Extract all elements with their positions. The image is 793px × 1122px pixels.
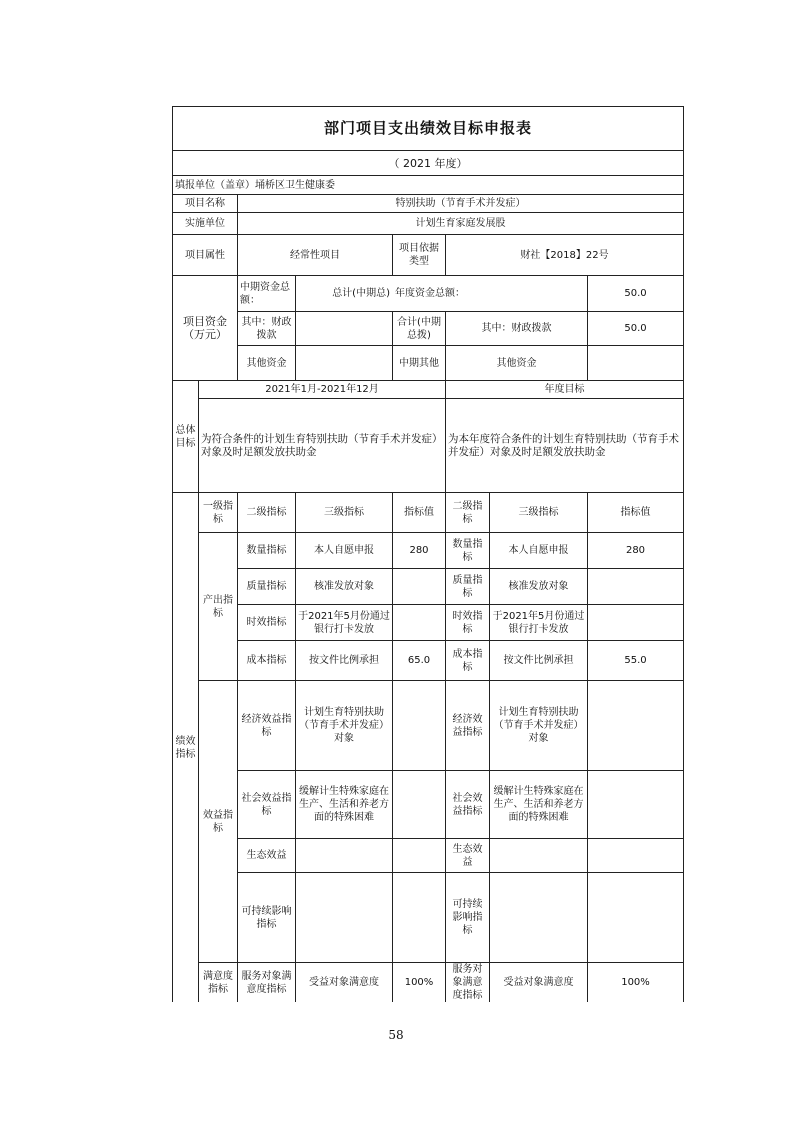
row-l3: 本人自愿申报 — [314, 545, 374, 556]
row-l2: 可持续影响指标 — [241, 905, 292, 930]
row-l3: 按文件比例承担 — [309, 655, 379, 666]
row-l2: 社会效益指标 — [241, 792, 292, 817]
other-funds-label: 其他资金 — [246, 357, 287, 369]
row-value — [393, 771, 445, 838]
row-l3-right: 于2021年5月份通过银行打卡发放 — [492, 610, 585, 635]
row-l2-right: 经济效益指标 — [452, 713, 483, 738]
value-header-right: 指标值 — [620, 507, 651, 518]
row-l2-right: 服务对象满意度指标 — [452, 964, 483, 1001]
annual-total-label: 年度资金总额： — [395, 288, 465, 299]
row-l2: 经济效益指标 — [241, 713, 292, 738]
row-l2: 时效指标 — [246, 617, 287, 628]
row-l3-right: 核准发放对象 — [508, 581, 569, 592]
level3-header: 三级指标 — [324, 507, 364, 518]
mid-total-label: 中期资金总额： — [240, 281, 290, 306]
basis-value: 财社【2018】22号 — [520, 249, 609, 261]
total-mid-label: 总计(中期总) — [332, 288, 390, 299]
other-funds-label-2: 其他资金 — [496, 357, 537, 369]
row-l2-right: 生态效益 — [452, 843, 483, 868]
performance-label: 绩效指标 — [175, 735, 196, 760]
row-l2-right: 成本指标 — [452, 648, 483, 673]
level2-header-right: 二级指标 — [452, 500, 483, 525]
sum-mid-label: 合计(中期总拨) — [397, 316, 441, 341]
reporting-unit: 填报单位（盖章）埇桥区卫生健康委 — [175, 179, 335, 191]
goal-period: 2021年1月-2021年12月 — [265, 384, 379, 395]
row-l2-right: 质量指标 — [452, 574, 483, 599]
implementing-unit-value: 计划生育家庭发展股 — [415, 218, 506, 229]
row-value-right — [588, 605, 683, 640]
row-l3-right: 按文件比例承担 — [503, 655, 574, 666]
row-value-right: 55.0 — [624, 655, 647, 666]
project-name-label: 项目名称 — [185, 198, 225, 209]
row-value-right — [588, 839, 683, 872]
row-value-right — [588, 771, 683, 838]
benefit-group-label: 效益指标 — [203, 809, 233, 834]
row-l2-right: 可持续影响指标 — [452, 899, 483, 936]
row-l3-right: 缓解计生特殊家庭在生产、生活和养老方面的特殊困难 — [493, 786, 584, 823]
fiscal-label: 其中：财政拨款 — [241, 316, 292, 341]
goal-right-text: 为本年度符合条件的计划生育特别扶助（节育手术并发症）对象及时足额发放扶助金 — [448, 432, 679, 458]
output-group-label: 产出指标 — [203, 594, 233, 619]
row-value — [393, 681, 445, 770]
page-number: 58 — [388, 1028, 404, 1042]
goal-left-text: 为符合条件的计划生育特别扶助（节育手术并发症）对象及时足额发放扶助金 — [201, 432, 443, 458]
level2-header: 二级指标 — [246, 507, 287, 518]
project-attr-value: 经常性项目 — [290, 249, 340, 261]
level3-header-right: 三级指标 — [518, 507, 559, 518]
fiscal-value: 50.0 — [624, 323, 647, 334]
overall-goal-label: 总体目标 — [175, 424, 196, 449]
row-value: 280 — [409, 545, 429, 556]
mid-other-label: 中期其他 — [399, 357, 439, 369]
row-l3 — [296, 839, 392, 872]
row-value — [393, 873, 445, 962]
row-l3: 计划生育特别扶助（节育手术并发症）对象 — [299, 707, 389, 744]
row-l2: 数量指标 — [246, 545, 287, 556]
fiscal-label-2: 其中：财政拨款 — [481, 323, 552, 334]
row-value-right — [588, 681, 683, 770]
row-value: 65.0 — [407, 655, 431, 666]
row-l3: 于2021年5月份通过银行打卡发放 — [298, 610, 390, 635]
row-l3-right — [490, 873, 587, 962]
row-l3: 缓解计生特殊家庭在生产、生活和养老方面的特殊困难 — [299, 786, 389, 823]
row-l2-right: 社会效益指标 — [452, 792, 483, 817]
row-l2: 生态效益 — [246, 850, 287, 861]
row-l2-right: 数量指标 — [452, 538, 483, 563]
row-l3-right: 本人自愿申报 — [508, 545, 569, 556]
row-value — [393, 605, 445, 640]
annual-goal-label: 年度目标 — [544, 384, 585, 395]
satisfaction-group-label: 满意度指标 — [203, 970, 233, 995]
row-l3-right — [490, 839, 587, 872]
row-l3 — [296, 873, 392, 962]
row-l3-right: 受益对象满意度 — [503, 977, 574, 988]
row-l3-right: 计划生育特别扶助（节育手术并发症）对象 — [493, 707, 584, 744]
project-attr-label: 项目属性 — [185, 249, 225, 261]
row-l2: 服务对象满意度指标 — [241, 970, 292, 995]
row-value-right — [588, 873, 683, 962]
row-value-right — [588, 569, 683, 604]
form-title: 部门项目支出绩效目标申报表 — [323, 119, 532, 137]
row-value — [393, 839, 445, 872]
form-year: （ 2021 年度） — [388, 156, 468, 170]
row-value — [393, 569, 445, 604]
implementing-unit-label: 实施单位 — [185, 218, 225, 229]
annual-total-value: 50.0 — [624, 288, 647, 299]
border — [683, 106, 684, 1002]
row-l3: 受益对象满意度 — [309, 977, 379, 988]
row-l2-right: 时效指标 — [452, 610, 483, 635]
basis-type-label: 项目依据类型 — [399, 243, 439, 267]
project-funds-label: 项目资金（万元） — [183, 315, 227, 341]
project-name-value: 特别扶助（节育手术并发症） — [395, 198, 526, 209]
value-header: 指标值 — [404, 507, 434, 518]
row-l3: 核准发放对象 — [314, 581, 374, 592]
row-value-right: 100% — [621, 977, 650, 988]
row-value: 100% — [404, 977, 434, 988]
row-value-right: 280 — [625, 545, 646, 556]
row-l2: 质量指标 — [246, 581, 287, 592]
row-l2: 成本指标 — [246, 655, 287, 666]
level1-header: 一级指标 — [203, 500, 233, 525]
